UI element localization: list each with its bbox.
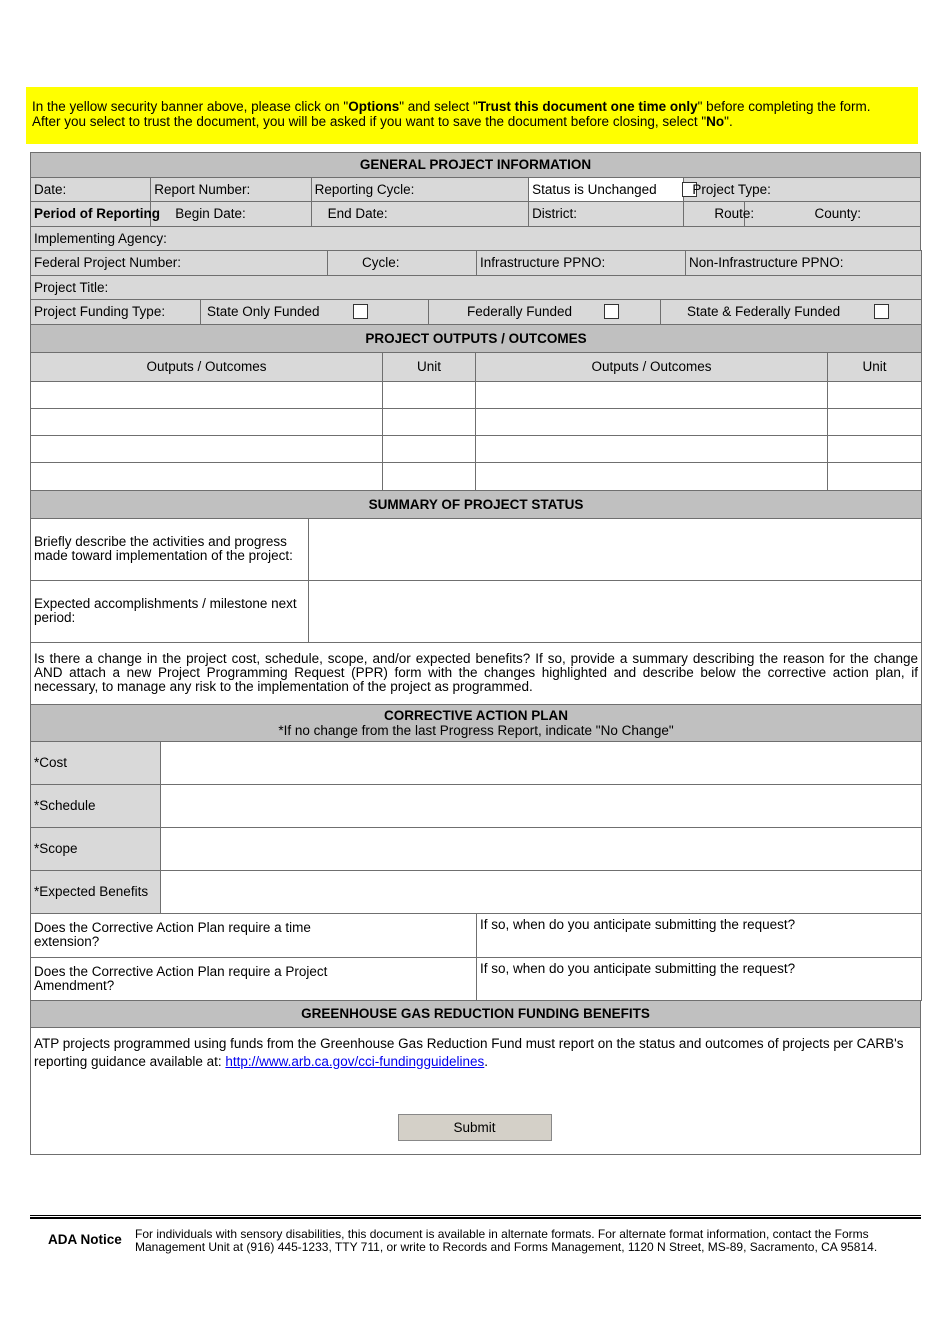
cci-guidelines-link[interactable]: http://www.arb.ca.gov/cci-fundingguidelines [225,1053,485,1069]
date-field[interactable]: Date: [31,177,151,202]
state-only-checkbox[interactable] [353,304,368,319]
unit-input[interactable] [828,435,922,462]
ada-notice [48,1228,908,1253]
benefits-input[interactable] [161,870,922,913]
general-info-table-2 [30,250,922,300]
infrastructure-ppno-field[interactable]: Infrastructure PPNO: [477,251,686,276]
unit-input[interactable] [828,408,922,435]
implementing-agency-field[interactable]: Implementing Agency: [31,226,921,251]
funding-type-label: Project Funding Type: [31,300,201,325]
cap-subtitle: *If no change from the last Progress Report, indicate "No Change" [278,722,674,738]
unit-input[interactable] [383,408,476,435]
ghg-table [30,1000,921,1155]
state-federal-checkbox[interactable] [874,304,889,319]
district-field[interactable]: District: [529,202,684,227]
general-info-table [30,152,921,251]
federal-cell [429,300,661,325]
project-title-field[interactable]: Project Title: [31,275,922,300]
submit-button[interactable]: Submit [398,1114,552,1141]
activities-label: Briefly describe the activities and progress made toward implementation of the project: [31,518,309,580]
section-summary-title: SUMMARY OF PROJECT STATUS [31,490,922,518]
amendment-when[interactable]: If so, when do you anticipate submitting the request? [477,957,922,1000]
summary-table [30,490,922,705]
cost-input[interactable] [161,741,922,784]
scope-label: *Scope [31,827,161,870]
output-input[interactable] [31,462,383,490]
funding-type-table [30,299,922,325]
time-extension-question[interactable]: Does the Corrective Action Plan require a time extension? [31,913,477,957]
period-label: Period of Reporting [31,202,151,227]
project-type-field[interactable]: Project Type: [684,177,921,202]
section-cap-title [31,704,922,741]
banner-line-2: After you select to trust the document, you will be asked if you want to save the document before closing, select "No". [32,113,733,129]
section-general-title: GENERAL PROJECT INFORMATION [31,153,921,178]
benefits-label: *Expected Benefits [31,870,161,913]
outputs-row [31,462,922,490]
reporting-cycle-field[interactable]: Reporting Cycle: [311,177,528,202]
scope-input[interactable] [161,827,922,870]
ghg-text: ATP projects programmed using funds from the Greenhouse Gas Reduction Fund must report on the status and outcomes of projects per CARB's reporting guidance available at: [34,1035,904,1069]
state-only-label: State Only Funded [207,304,320,320]
expected-label: Expected accomplishments / milestone next period: [31,580,309,642]
state-federal-label: State & Federally Funded [687,304,841,320]
unit-col-header: Unit [828,352,922,381]
output-input[interactable] [476,408,828,435]
outputs-row [31,435,922,462]
county-field[interactable]: County: [744,202,920,227]
expected-input[interactable] [309,580,922,642]
banner-line-1: In the yellow security banner above, please click on "Options" and select "Trust this document one time only" before completing the form. [32,99,871,114]
federal-checkbox[interactable] [604,304,619,319]
output-input[interactable] [31,435,383,462]
outputs-row [31,381,922,408]
progress-report-form [30,152,921,1155]
amendment-question[interactable]: Does the Corrective Action Plan require a Project Amendment? [31,957,477,1000]
end-date-field[interactable]: End Date: [311,202,528,227]
cap-title: CORRECTIVE ACTION PLAN [384,707,569,723]
ada-notice-text: For individuals with sensory disabilities, this document is available in alternate formats. For alternate format information, contact the Forms Management Unit at (916) 445-1233, TTY 711, or write to Records and Forms Management, 1120 N Street, MS-89, Sacramento, CA 95814. [135,1227,878,1254]
schedule-input[interactable] [161,784,922,827]
unit-input[interactable] [383,462,476,490]
output-input[interactable] [476,435,828,462]
outputs-table [30,324,922,491]
unit-input[interactable] [828,381,922,408]
status-unchanged-label: Status is Unchanged [532,181,657,197]
unit-input[interactable] [828,462,922,490]
output-input[interactable] [31,381,383,408]
security-banner [26,87,918,144]
section-outputs-title: PROJECT OUTPUTS / OUTCOMES [31,324,922,352]
report-number-field[interactable]: Report Number: [151,177,311,202]
outputs-row [31,408,922,435]
change-question: Is there a change in the project cost, schedule, scope, and/or expected benefits? If so, provide a summary describing the reason for the change AND attach a new Project Programming Request (PPR) form with the changes highlighted and describe below the corrective action plan, if necessary, to manage any risk to the implementation of the project as programmed. [31,642,922,704]
state-only-cell [201,300,429,325]
status-unchanged-cell [529,177,684,202]
outputs-col-header: Outputs / Outcomes [31,352,383,381]
output-input[interactable] [31,408,383,435]
unit-input[interactable] [383,435,476,462]
outputs-col-header: Outputs / Outcomes [476,352,828,381]
footer-divider [30,1215,921,1219]
unit-col-header: Unit [383,352,476,381]
non-infrastructure-ppno-field[interactable]: Non-Infrastructure PPNO: [686,251,922,276]
time-extension-when[interactable]: If so, when do you anticipate submitting the request? [477,913,922,957]
ghg-body: ATP projects programmed using funds from the Greenhouse Gas Reduction Fund must report on the status and outcomes of projects per CARB's reporting guidance available at: http://www.arb.ca.gov/cci-fundingguidelines. Submit [31,1027,921,1154]
output-input[interactable] [476,381,828,408]
route-field[interactable]: Route: [684,202,744,227]
cap-table [30,704,922,1001]
unit-input[interactable] [383,381,476,408]
cycle-field[interactable]: Cycle: [328,251,477,276]
begin-date-field[interactable]: Begin Date: [151,202,311,227]
federal-project-number-field[interactable]: Federal Project Number: [31,251,328,276]
state-federal-cell [661,300,922,325]
federal-label: Federally Funded [467,304,573,320]
ada-notice-label: ADA Notice [48,1232,122,1247]
schedule-label: *Schedule [31,784,161,827]
output-input[interactable] [476,462,828,490]
section-ghg-title: GREENHOUSE GAS REDUCTION FUNDING BENEFITS [31,1000,921,1027]
activities-input[interactable] [309,518,922,580]
cost-label: *Cost [31,741,161,784]
